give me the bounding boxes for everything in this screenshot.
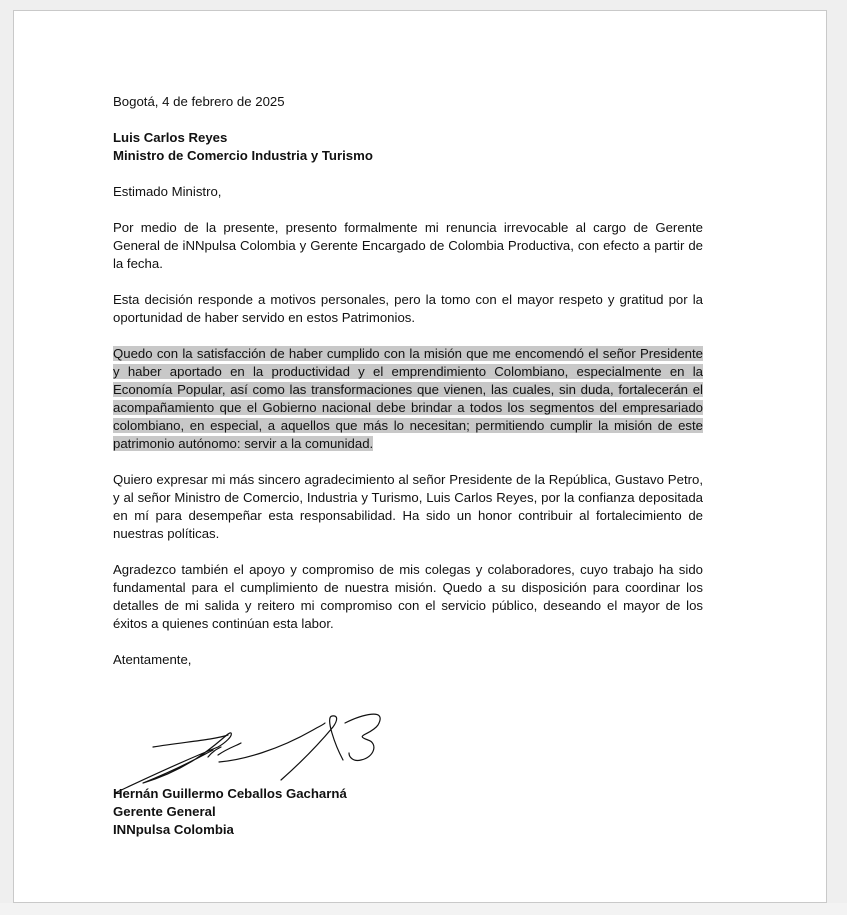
paragraph-gratitude: Quiero expresar mi más sincero agradecimiento al señor Presidente de la República, Gustavo Petro, y al señor Ministro de Comercio, Industria y Turismo, Luis Carlos Reyes, por la confianza depositada en mí para desempeñar esta responsabilidad. Ha sido un honor contribuir al fortalecimiento de nuestras políticas. [113,472,703,541]
letter-body [113,93,703,669]
greeting: Estimado Ministro, [113,184,222,199]
recipient-block [113,129,703,165]
paragraph-colleagues: Agradezco también el apoyo y compromiso de mis colegas y colaboradores, cuyo trabajo ha sido fundamental para el cumplimiento de nuestra misión. Quedo a su disposición para coordinar los detalles de mi salida y reitero mi compromiso con el servicio público, deseando el mayor de los éxitos a quienes continúan esta labor. [113,562,703,631]
closing: Atentamente, [113,652,192,667]
signer-block [113,785,347,839]
recipient-title: Ministro de Comercio Industria y Turismo [113,148,373,163]
signer-position: Gerente General [113,804,216,819]
signer-name: Hernán Guillermo Ceballos Gacharná [113,786,347,801]
paragraph-mission [113,345,703,453]
recipient-name: Luis Carlos Reyes [113,130,228,145]
status-strip [0,903,847,915]
handwritten-signature [113,705,393,795]
highlighted-text: Quedo con la satisfacción de haber cumplido con la misión que me encomendó el señor Presidente y haber aportado en la productividad y el emprendimiento Colombiano, especialmente en la Economía Popular, así como las transformaciones que vienen, las cuales, sin duda, fortalecerán el acompañamiento que el Gobierno nacional debe brindar a todos los segmentos del empresariado colombiano, en especial, a aquellos que más lo necesitan; permitiendo cumplir la misión de este patrimonio autónomo: servir a la comunidad. [113,346,703,451]
letter-date: Bogotá, 4 de febrero de 2025 [113,94,285,109]
paragraph-resignation: Por medio de la presente, presento formalmente mi renuncia irrevocable al cargo de Gerente General de iNNpulsa Colombia y Gerente Encargado de Colombia Productiva, con efecto a partir de la fecha. [113,220,703,271]
paragraph-reasons: Esta decisión responde a motivos personales, pero la tomo con el mayor respeto y gratitud por la oportunidad de haber servido en estos Patrimonios. [113,292,703,325]
signer-organization: INNpulsa Colombia [113,822,234,837]
